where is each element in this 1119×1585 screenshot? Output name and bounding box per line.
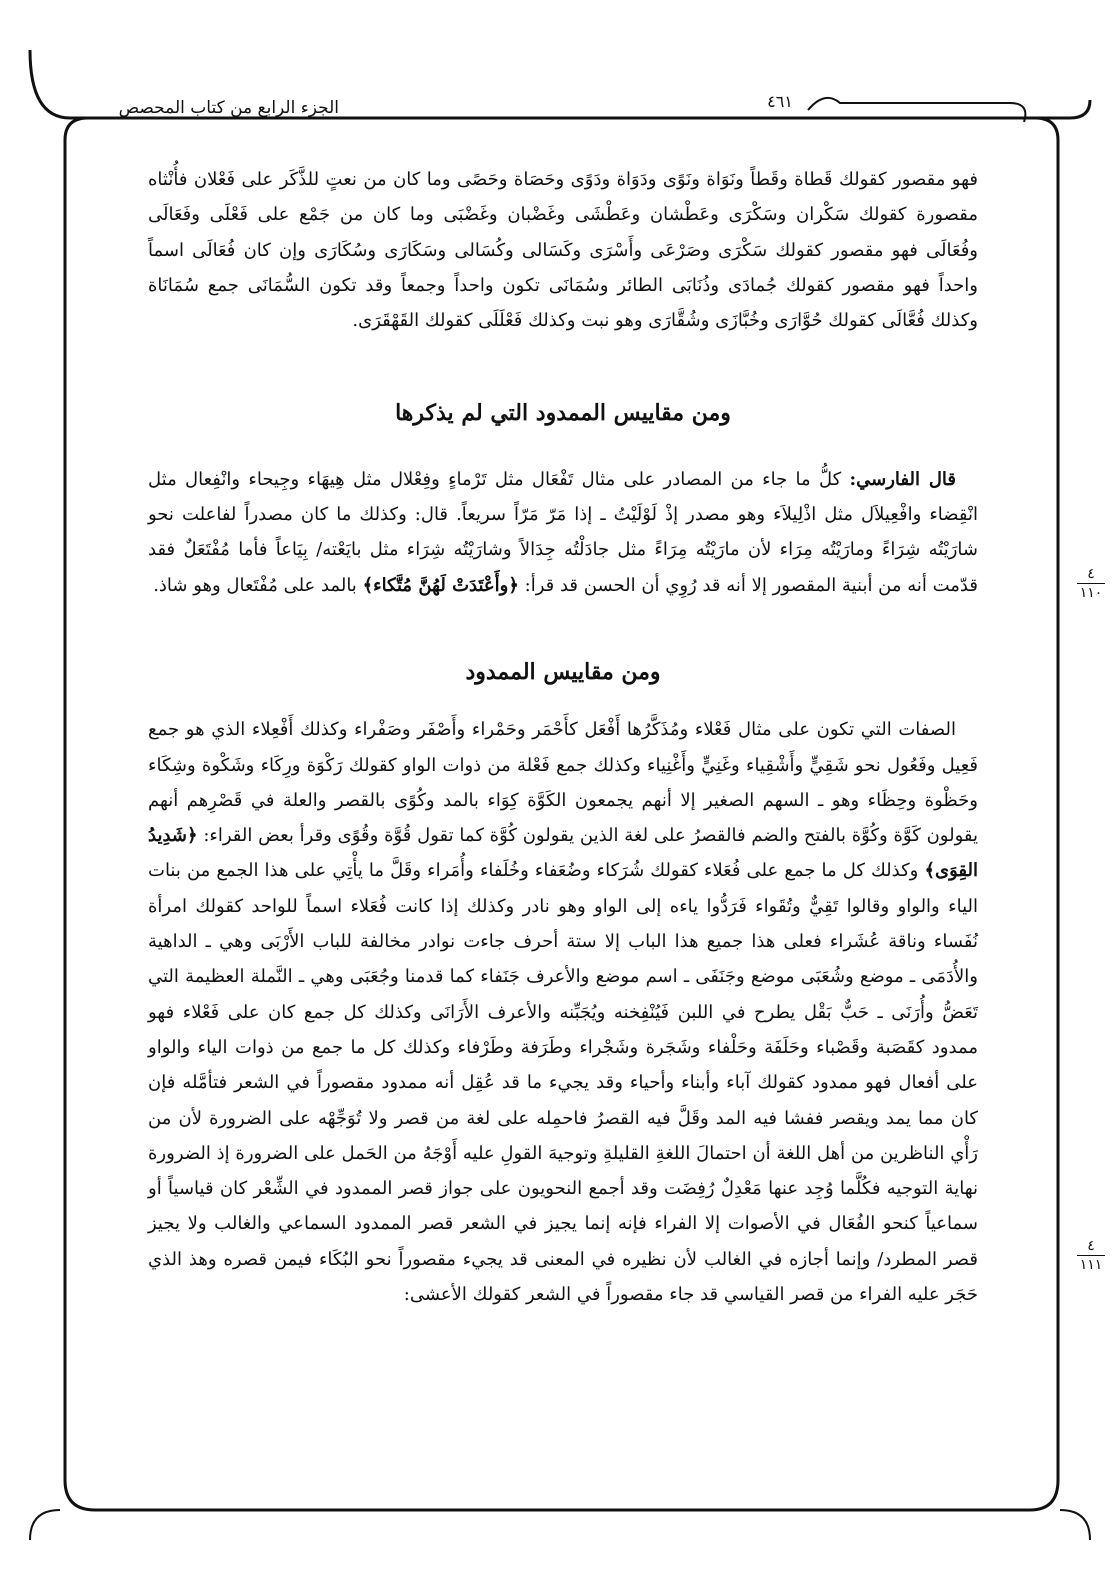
paragraph-section-2	[148, 712, 978, 1312]
margin-ref-volume: ٤	[1087, 1238, 1095, 1254]
section-1-text: كلُّ ما جاء من المصادر على مثال تَفْعَال مثل تَرْماءٍ وفِعْلال مثل هِيهَاء وجِيحاء وانْفِعال مثل انْقِضاء وافْعِيلاَل مثل اذْلِيلاَء وهو مصدر إذْ لَوْلَيْتُ ـ إذا مَرّ مَرّاً سريعاً. قال: وكذلك ما كان مصدراً لفاعلت نحو شارَيْتُه شِرَاءً ومارَيْتُه مِرَاء لأن مارَيْتُه مِرَاءً مثل جادَلْتُه جِدَالاً وشارَيْتُه شِرَاء مثل بايَعْته/ بِيَاعاً فأما مُفْتَعَلٌ فقد قدّمت أنه من أبنية المقصور إلا أنه قد رُوِي أن الحسن قد قرأ:	[148, 468, 978, 596]
paragraph-top: فهو مقصور كقولك قَطاة وقَطاً ونَوَاة ونَوًى ودَوَاة ودَوًى وحَصَاة وحَصًى وما كان من نعتٍ للذَّكَر على فَعْلان فأُنْثاه مقصورة كقولك سَكْران وسَكْرَى وعَطْشان وعَطْشَى وغَضْبان وغَضْبَى وما كان من جَمْع على فَعْلَى وفَعَالَى وفُعَالَى فهو مقصور كقولك سَكْرَى وصَرْعَى وأَسْرَى وكَسَالى وكُسَالى وسَكَارَى وسُكَارَى وإن كان فُعَالَى اسماً واحداً فهو مقصور كقولك جُمادَى وذُنَابَى الطائر وسُمَانَى تكون واحداً وجمعاً وقد تكون السُّمَانَى جمع سُمَانَاة وكذلك فُعَّالَى كقولك حُوَّارَى وخُبَّازَى وشُقَّارَى وهو نبت وكذلك فَعْلَلَى كقولك القَهْقَرَى.	[148, 169, 978, 332]
margin-reference-1	[1073, 566, 1109, 601]
margin-ref-divider	[1077, 583, 1105, 584]
margin-ref-page: ١١٠	[1079, 585, 1103, 601]
margin-ref-page: ١١١	[1079, 1257, 1103, 1273]
speaker-label: قال الفارسي:	[849, 468, 956, 490]
section-1-tail: بالمد على مُفْتَعال وهو شاذ.	[153, 574, 357, 596]
section-2-part2: وكذلك كل ما جمع على فُعَلاء كقولك شُرَكاء وضُعَفاء وخُلَفاء وأُمَراء وقَلَّ ما يأْتِي على هذا الجمع من بنات الياء والواو وقالوا تَقِيٌّ وتُقَواء فَرَدُّوا ياءه إلى الواو وهو نادر وكذلك إذا كانت فُعَلاء اسماً للواحد كقولك امرأة نُفَساء وناقة عُشَراء فعلى هذا جميع هذا الباب إلا ستة أحرف جاءت نوادر مخالفة للباب الأَرْبَى وهي ـ الداهية والأُدَمَى ـ موضع وشُعَبَى موضع وجَنَفَى ـ اسم موضع والأعرف جَنَفاء كما قدمنا وجُعَبَى وهي ـ النَّملة العظيمة التي تَعَضُّ وأُرَنَى ـ حَبٌّ بَقْل يطرح في اللبن فَيُنْفِخنه ويُجَبِّنه والأعرف الأَرَانَى وكذلك كل جمع كان على فَعْلاء فهو ممدود كقَصَبة وقَصْباء وحَلَفَة وحَلْفاء وشَجَرة وشَجْراء وطَرَفة وطَرْفاء وكذلك كل ما جمع من ذوات الياء والواو على أفعال فهو ممدود كقولك آباء وأبناء وأحياء وقد يجيء ما قد عُقِل أنه ممدود مقصوراً في الشعر فتأمَّله فإن كان مما يمد ويقصر ففشا فيه المد وقَلَّ فيه القصرُ فاحمِله على لغة من قصر ولا تُوَجِّهْه على الضرورة لأن من رَأْي الناظرين من أهل اللغة أن احتمالَ اللغةِ القليلةِ وتوجيهَ القولِ عليه أَوْجَهُ من الحَمل على الضرورة إذ الضرورة نهاية التوجيه فكُلَّما وُجِد عنها مَعْدِلٌ رُفِضَت وقد أجمع النحويون على جواز قصر الممدود في الشِّعْر كان قياسياً أو سماعياً كنحو الفُعَال في الأصوات إلا الفراء فإنه إنما يجيز في الشعر قصر الممدود السماعي والغالب ولا يجيز قصر المطرد/ وإنما أجازه في الغالب لأن نظيره في المعنى قد يجيء مقصوراً نحو البُكَاء فيمن قصره وهذ الذي حَجَر عليه الفراء من قصر القياسي قد جاء مقصوراً في الشعر كقولك الأعشى:	[148, 860, 978, 1306]
margin-ref-volume: ٤	[1087, 566, 1095, 582]
section-heading-1: ومن مقاييس الممدود التي لم يذكرها	[395, 400, 731, 427]
paragraph-section-1	[148, 462, 978, 603]
quran-quote-1: ﴿وأَعْتَدَتْ لَهُنَّ مُتَّكاء﴾	[362, 574, 519, 596]
page-number: ٤٦١	[767, 92, 793, 111]
margin-reference-2	[1073, 1238, 1109, 1273]
quran-quote-2: ﴿شَدِيدُ القِوَى﴾	[148, 825, 979, 882]
section-2-part1: الصفات التي تكون على مثال فَعْلاء ومُذَكَّرُها أَفْعَل كأَحْمَر وحَمْراء وأَصْفَر وصَفْراء وكذلك أَفْعِلاء الذي هو جمع فَعِيل وفَعُول نحو شَقِيٍّ وأَشْقِياء وغَنِيٍّ وأَغْنِياء وكذلك جمع فَعْلة من ذوات الواو كقولك رَكْوَة ورِكَاء وشَكْوة وشِكَاء وحَظْوة وحِظَاء وهو ـ السهم الصغير إلا أنهم يجمعون الكَوَّة كِوَاء بالمد وكُوًى بالقصر والعلة في قَصْرِهم أنهم يقولون كَوَّة وكُوَّة بالفتح والضم فالقصرُ على لغة الذين يقولون كُوَّة كما تقول قُوَّة وقُوًى وقرأ بعض القراء:	[148, 719, 978, 847]
margin-ref-divider	[1077, 1255, 1105, 1256]
section-heading-2: ومن مقاييس الممدود	[465, 658, 661, 685]
page-content	[148, 162, 978, 1312]
running-header-title: الجزء الرابع من كتاب المحصص	[118, 98, 339, 118]
